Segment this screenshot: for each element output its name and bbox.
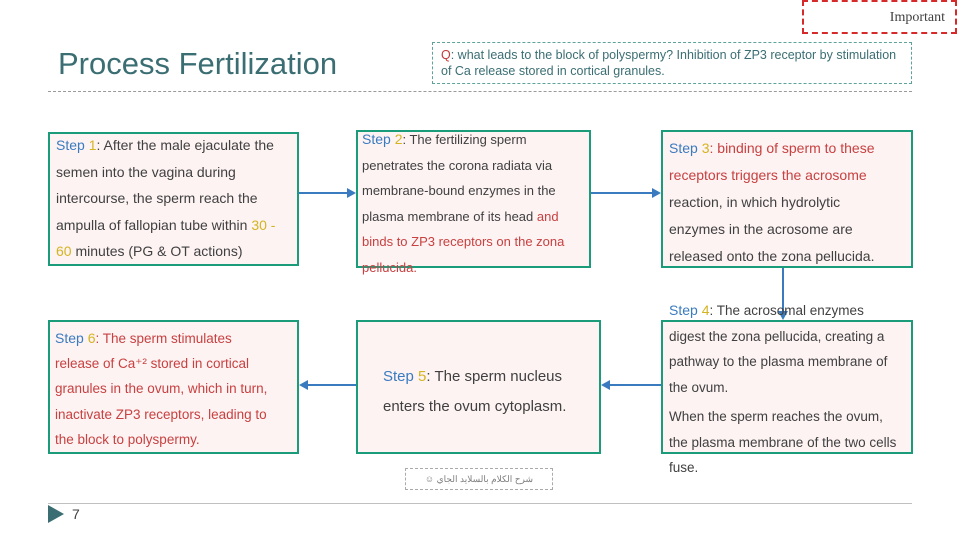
- step-1-number: 1: [88, 137, 97, 153]
- step-2-line: membrane-bound enzymes in the: [362, 183, 556, 198]
- step-2-text: [362, 127, 564, 280]
- header-divider: [48, 91, 912, 92]
- step-1-label: Step: [56, 137, 89, 153]
- step-3-label: Step: [669, 140, 702, 156]
- step-3-line-red: : binding of sperm to these: [709, 140, 875, 156]
- slide-marker-icon: [48, 505, 64, 523]
- step-4-line: When the sperm reaches the ovum,: [669, 409, 883, 424]
- step-4-line: the plasma membrane of the two cells: [669, 434, 897, 450]
- step-6-line-red: : The sperm stimulates: [95, 331, 232, 346]
- step-1-time-end: 60: [56, 243, 72, 259]
- step-4-line: pathway to the plasma membrane of: [669, 354, 888, 369]
- page-number: 7: [72, 506, 80, 522]
- step-3-line-red: receptors triggers the acrosome: [669, 167, 867, 183]
- step-5-line: enters the ovum cytoplasm.: [383, 398, 567, 415]
- step-6-number: 6: [87, 330, 96, 346]
- step-6-line-red: the block to polyspermy.: [55, 431, 200, 447]
- step-5-label: Step: [383, 368, 419, 385]
- step-1-line: : After the male ejaculate the: [96, 137, 274, 153]
- step-1-line: semen into the vagina during: [56, 163, 236, 180]
- important-badge: Important: [802, 0, 957, 34]
- step-6-label: Step: [55, 330, 88, 346]
- step-2-label: Step: [362, 131, 395, 147]
- step-1-line: ampulla of fallopian tube within: [56, 216, 252, 233]
- step-3-line: released onto the zona pellucida.: [669, 248, 875, 264]
- question-prefix: Q: [441, 48, 451, 62]
- arrow-step2-to-step3: [591, 185, 661, 201]
- arrow-step5-to-step6: [299, 377, 356, 393]
- step-4-line: digest the zona pellucida, creating a: [669, 328, 885, 344]
- step-5-number: 5: [418, 368, 427, 385]
- step-3-number: 3: [701, 140, 710, 156]
- arrow-step1-to-step2: [299, 185, 356, 201]
- step-2-line: : The fertilizing sperm: [402, 132, 527, 147]
- footer-divider: [48, 503, 912, 504]
- watermark-note: ☺ شرح الكلام بالسلايد الجاي: [405, 468, 553, 490]
- step-4-line: fuse.: [669, 460, 699, 475]
- arrow-step4-to-step5: [601, 377, 661, 393]
- step-5-line: : The sperm nucleus: [426, 368, 562, 385]
- step-4-text: [669, 298, 896, 481]
- page-title: Process Fertilization: [58, 46, 338, 81]
- step-2-line-red: pellucida.: [362, 259, 417, 275]
- step-5-text: [383, 362, 566, 422]
- step-1-text: [56, 132, 275, 265]
- step-1-line: intercourse, the sperm reach the: [56, 190, 258, 206]
- step-6-line-red: granules in the ovum, which in turn,: [55, 381, 268, 397]
- step-3-text: [669, 135, 875, 270]
- step-2-line: penetrates the corona radiata via: [362, 157, 553, 173]
- step-6-text: [55, 326, 267, 452]
- step-3-line: reaction, in which hydrolytic: [669, 194, 841, 210]
- step-6-line-red: release of Ca⁺² stored in cortical: [55, 356, 249, 372]
- step-2-line: plasma membrane of its head: [362, 208, 537, 224]
- step-6-line-red: inactivate ZP3 receptors, leading to: [55, 406, 267, 422]
- question-box: [432, 42, 912, 84]
- step-4-number: 4: [701, 302, 710, 318]
- step-4-line: the ovum.: [669, 379, 729, 395]
- question-text: : what leads to the block of polyspermy? Inhibition of ZP3 receptor by stimulation of Ca release stored in cortical granules.: [441, 48, 897, 78]
- step-2-line-red: binds to ZP3 receptors on the zona: [362, 234, 565, 249]
- step-4-label: Step: [669, 302, 702, 318]
- step-3-line: enzymes in the acrosome are: [669, 221, 853, 237]
- step-2-number: 2: [394, 131, 403, 147]
- step-4-line: : The acrosomal enzymes: [709, 303, 864, 318]
- step-2-conjunction: and: [536, 208, 559, 224]
- step-1-line: minutes (PG & OT actions): [71, 243, 243, 259]
- step-1-time-start: 30 -: [251, 216, 276, 233]
